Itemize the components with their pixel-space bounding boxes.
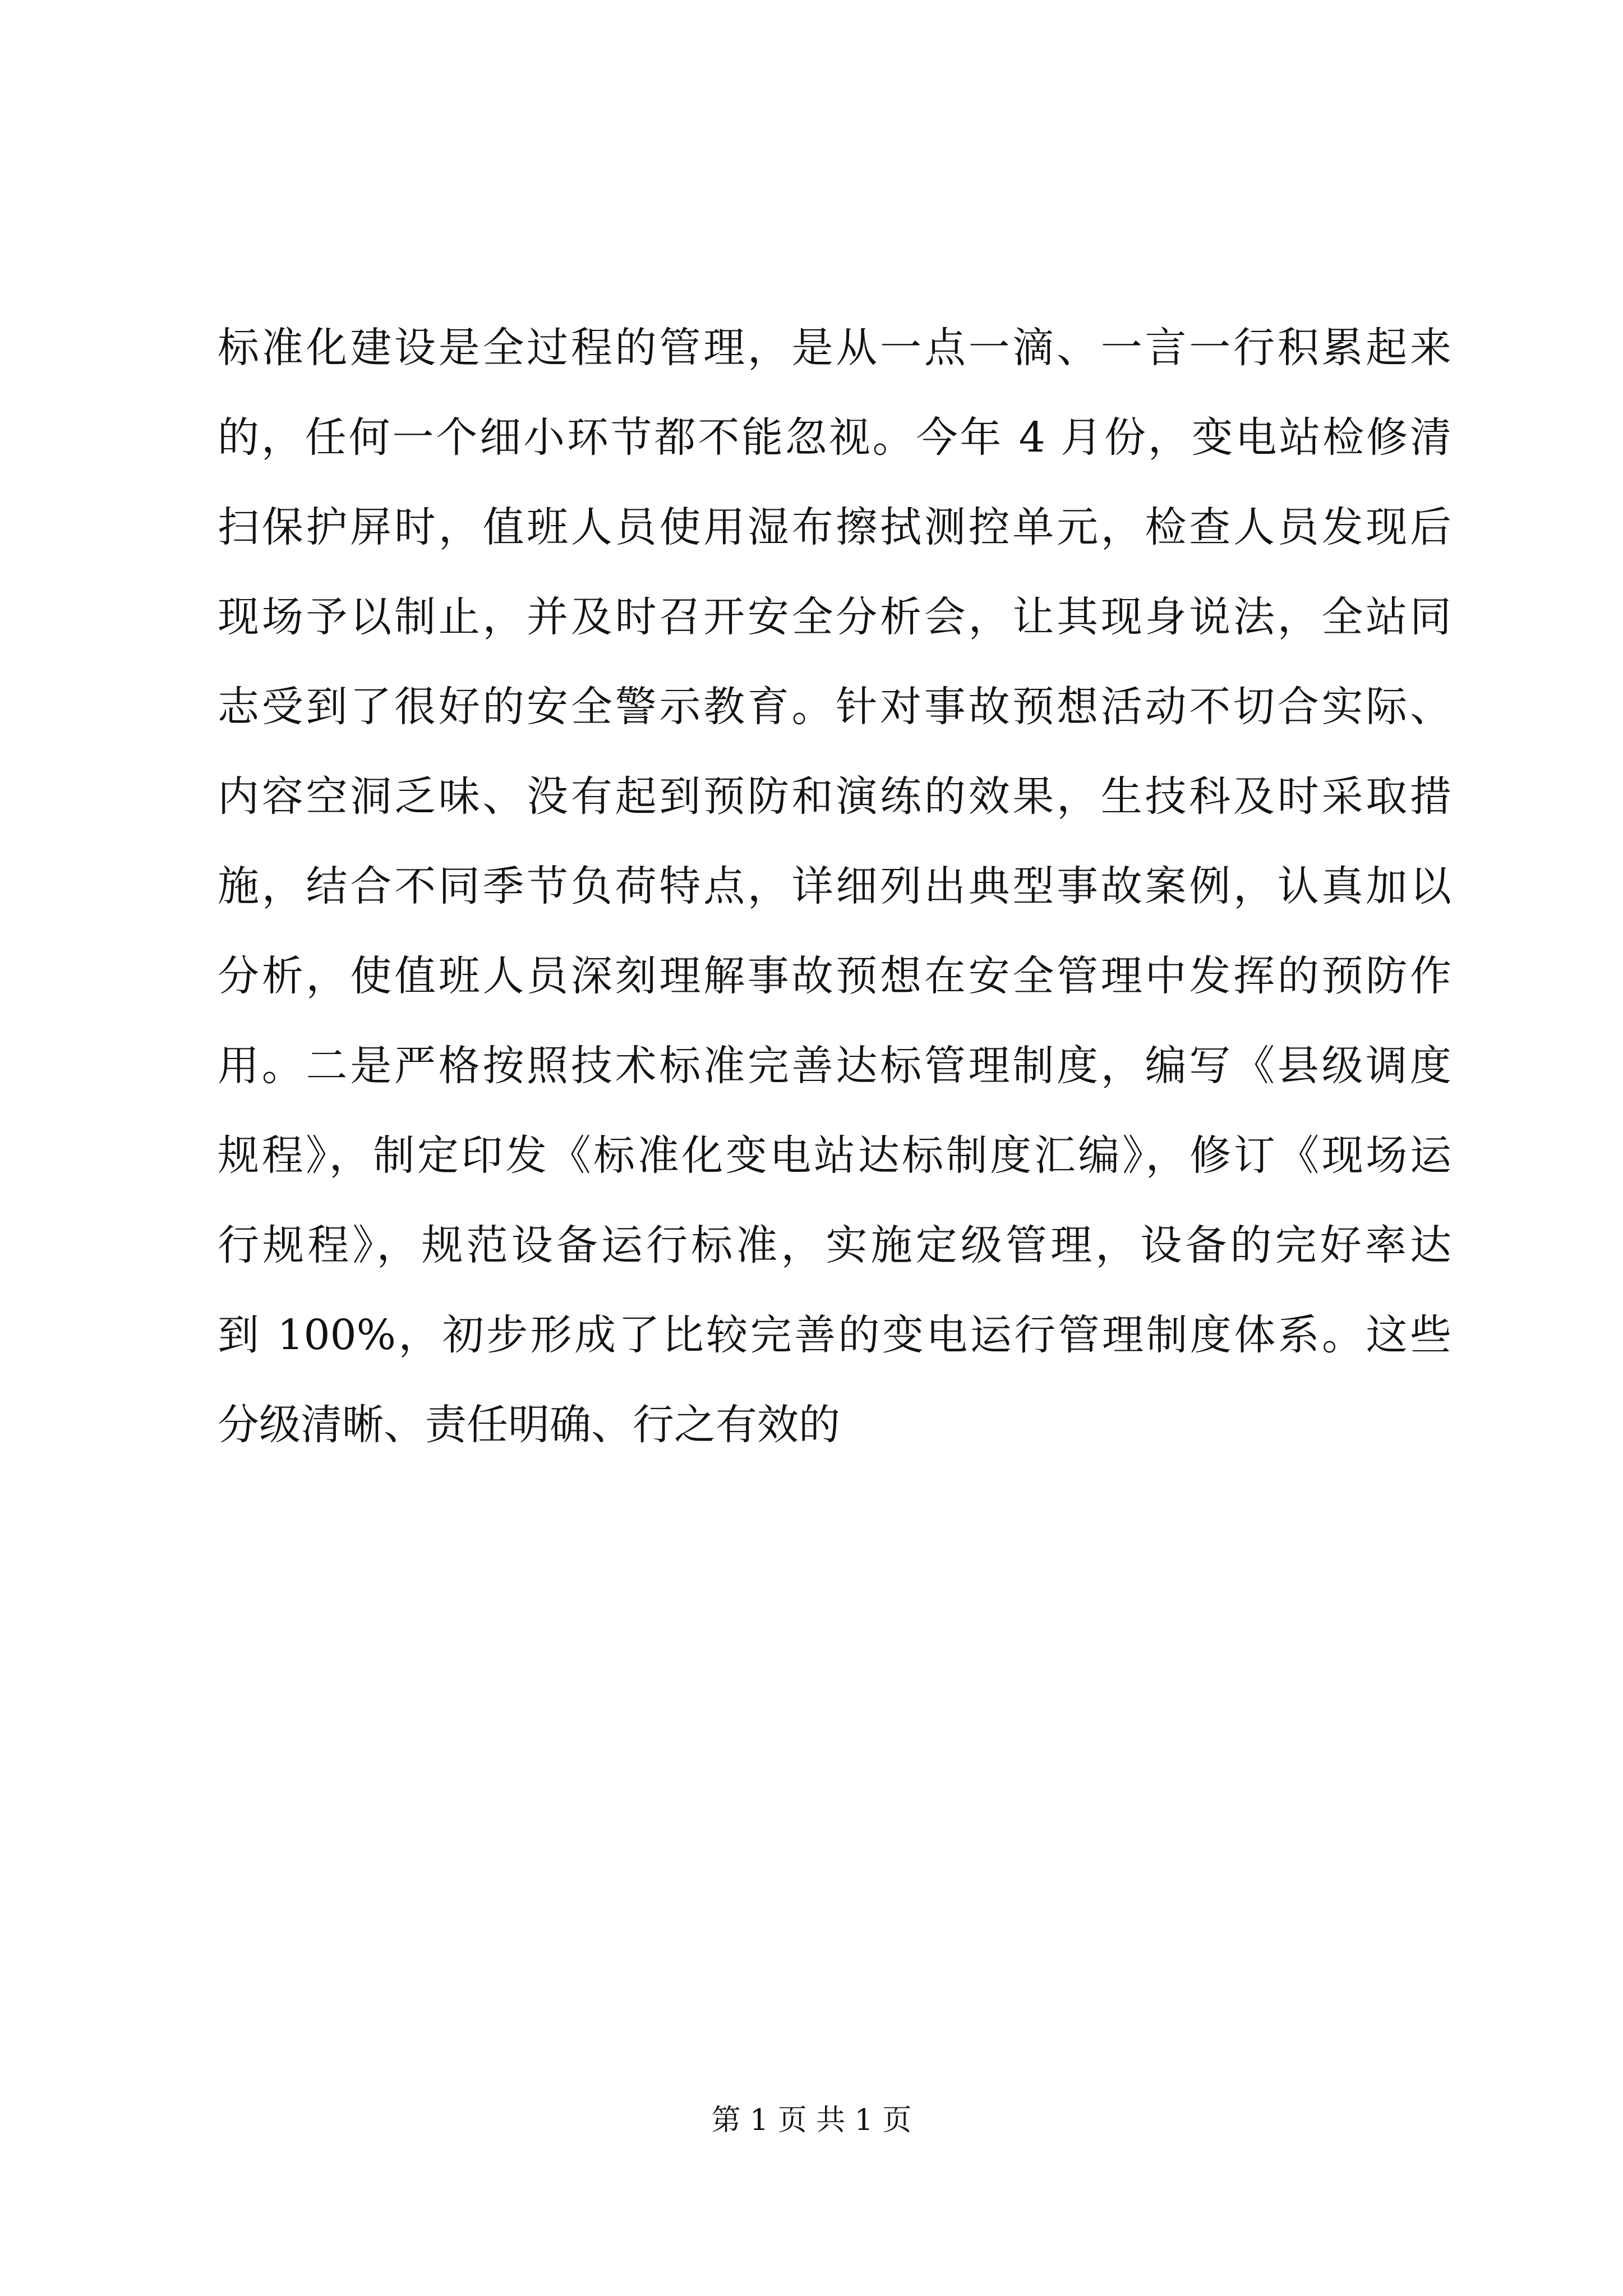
text-line: 扫保护屏时，值班人员使用湿布擦拭测控单元，检查人员发现后 <box>218 503 1451 551</box>
text-line: 志受到了很好的安全警示教育。针对事故预想活动不切合实际、 <box>218 683 1451 731</box>
text-line: 内容空洞乏味、没有起到预防和演练的效果，生技科及时采取措 <box>218 772 1451 821</box>
text-line: 到 100%，初步形成了比较完善的变电运行管理制度体系。这些 <box>218 1311 1451 1359</box>
body-paragraph <box>218 303 1451 1470</box>
text-line: 分析，使值班人员深刻理解事故预想在安全管理中发挥的预防作 <box>218 952 1451 1000</box>
text-line: 现场予以制止，并及时召开安全分析会，让其现身说法，全站同 <box>218 593 1451 641</box>
page-footer <box>0 2101 1623 2140</box>
text-line: 的，任何一个细小环节都不能忽视。今年 4 月份，变电站检修清 <box>218 413 1451 462</box>
page-number: 第 1 页 共 1 页 <box>711 2104 912 2137</box>
text-line: 施，结合不同季节负荷特点，详细列出典型事故案例，认真加以 <box>218 862 1451 910</box>
text-line: 规程》，制定印发《标准化变电站达标制度汇编》，修订《现场运 <box>218 1131 1451 1180</box>
text-line: 行规程》，规范设备运行标准，实施定级管理，设备的完好率达 <box>218 1221 1451 1269</box>
text-line: 用。二是严格按照技术标准完善达标管理制度，编写《县级调度 <box>218 1042 1451 1090</box>
text-line: 标准化建设是全过程的管理，是从一点一滴、一言一行积累起来 <box>218 324 1451 372</box>
text-line: 分级清晰、责任明确、行之有效的 <box>218 1401 840 1449</box>
